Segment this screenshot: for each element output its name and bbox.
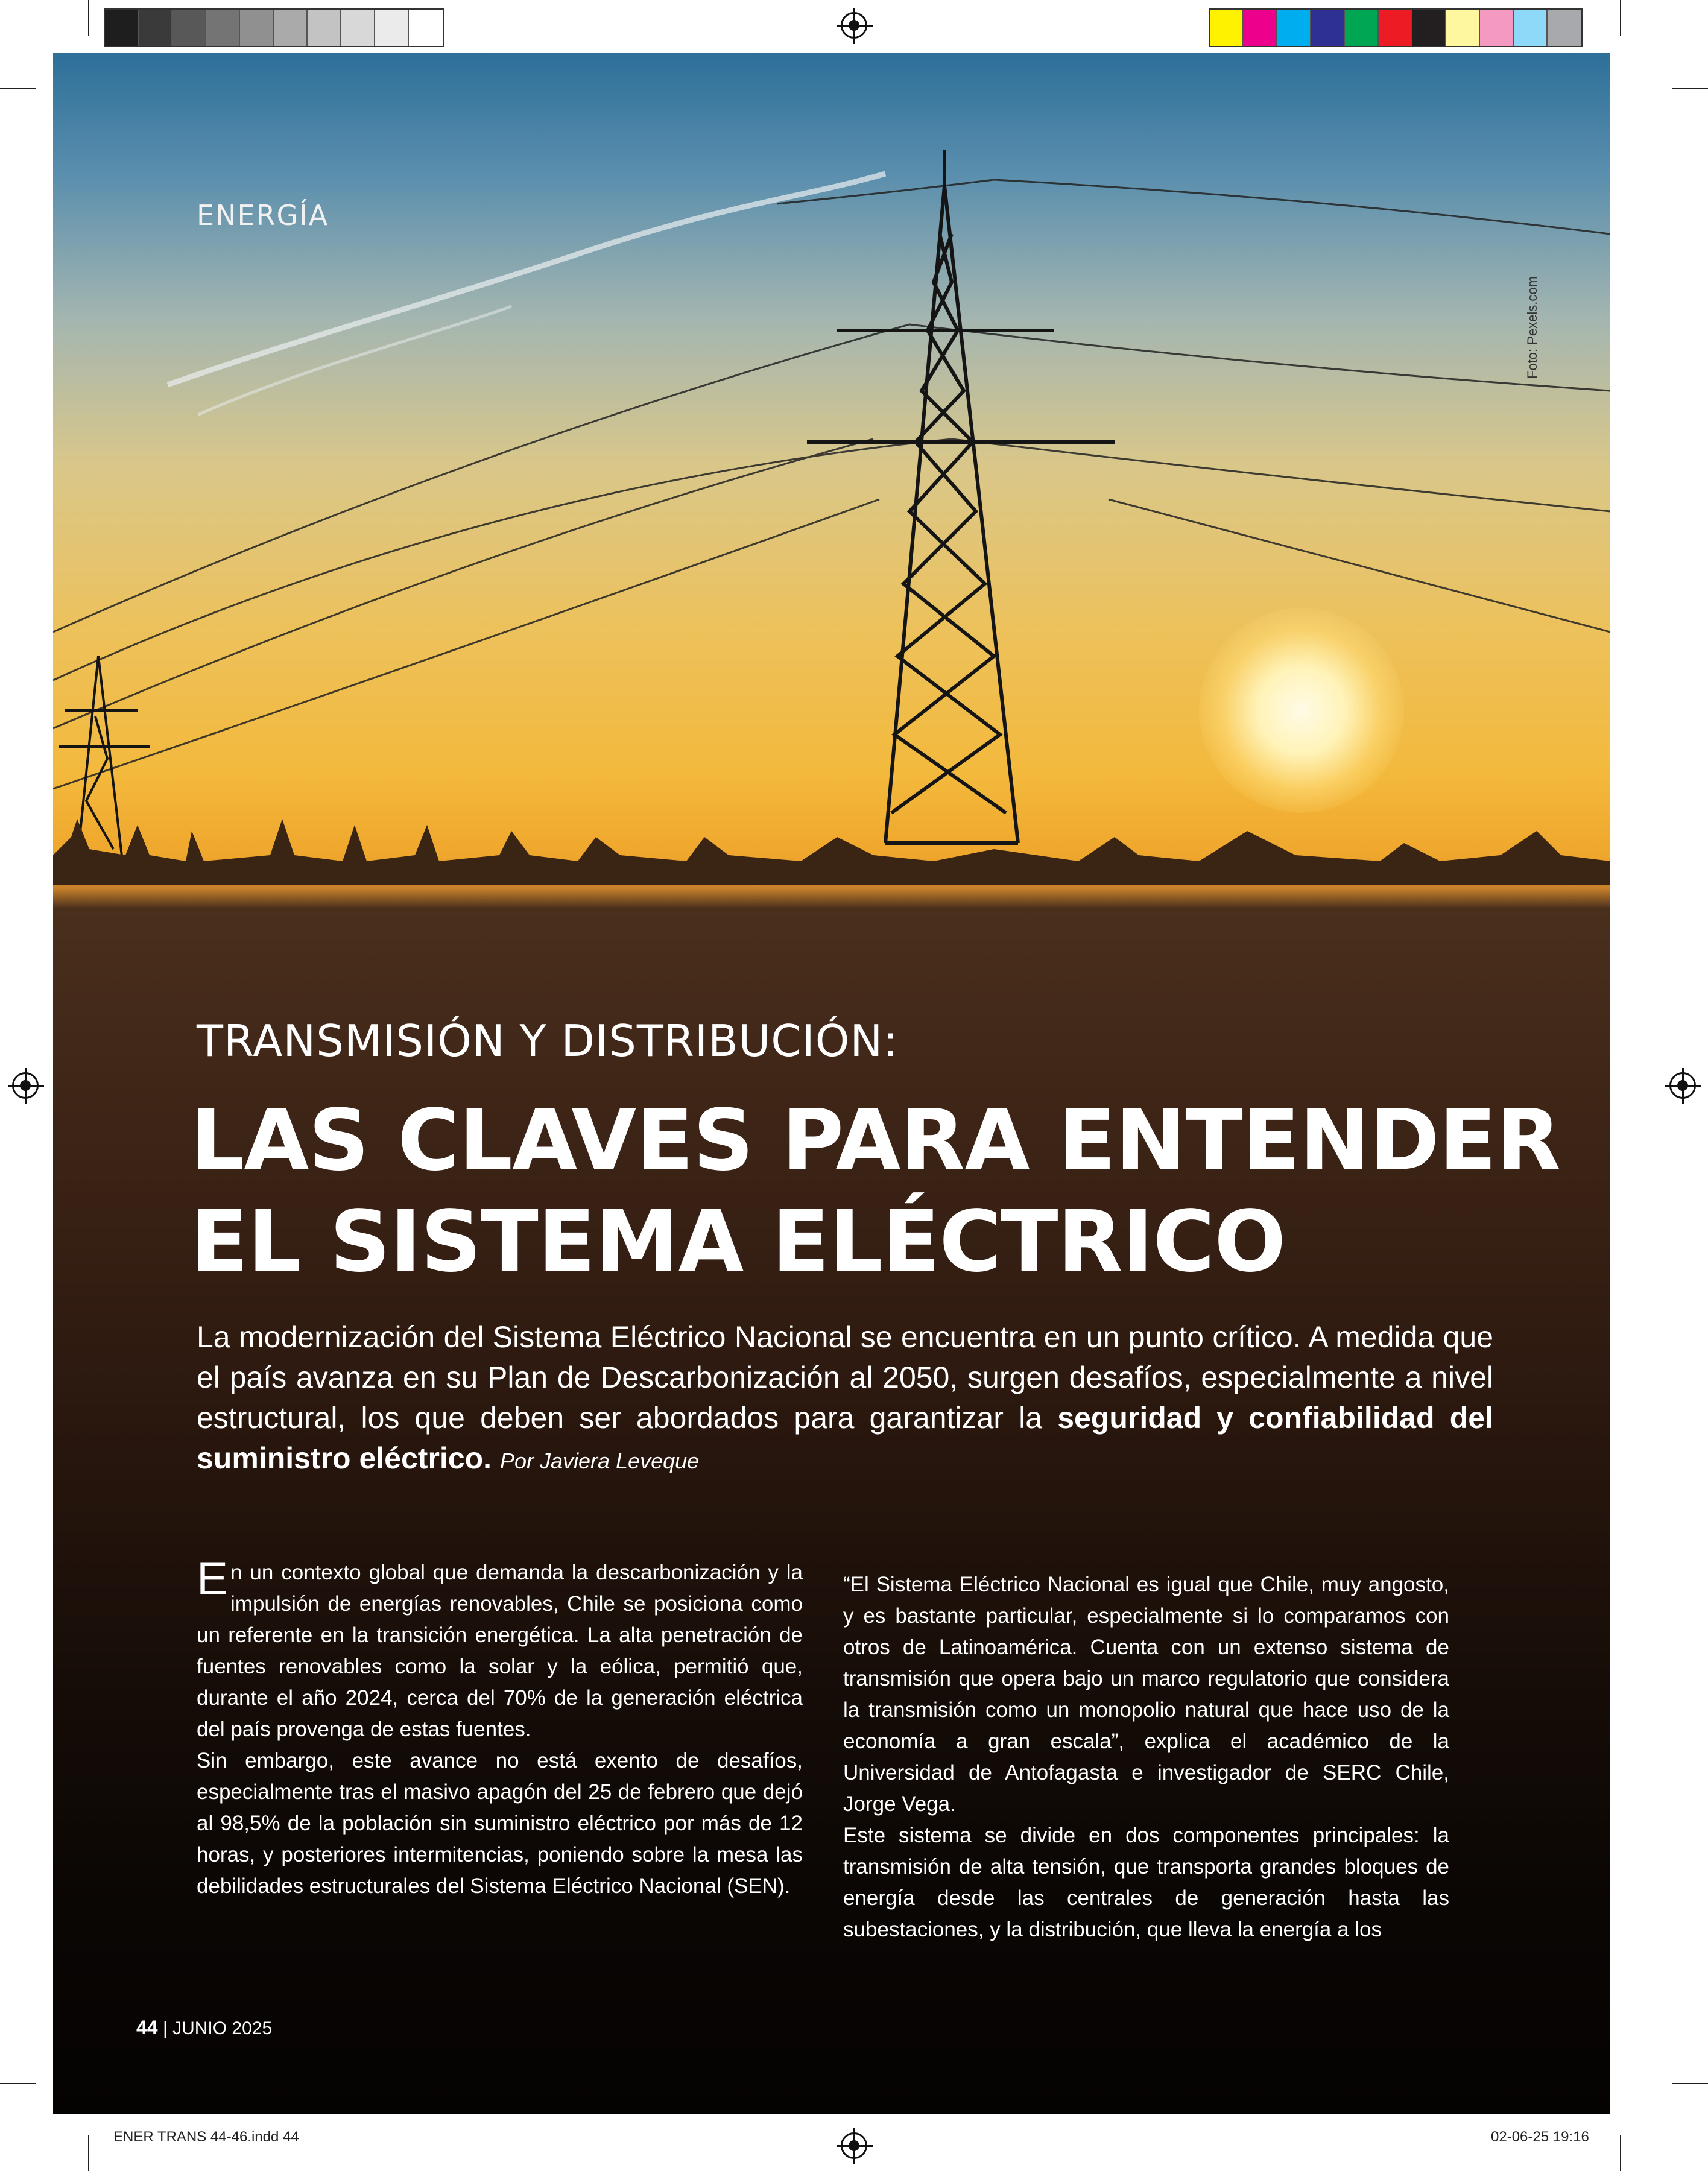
paragraph: “El Sistema Eléctrico Nacional es igual que Chile, muy angosto, y es bastante particular, especialmente si lo comparamos con otros de Latinoamérica. Cuenta con un extenso sistema de transmisión que opera bajo un marco regulatorio que considera la transmisión como un monopolio natural que hace uso de la economía a gran escala”, explica el académico de la Universidad de Antofagasta e investigador de SERC Chile, Jorge Vega. (843, 1573, 1449, 1816)
paragraph: Sin embargo, este avance no está exento de desafíos, especialmente tras el masivo apagón del 25 de febrero que dejó al 98,5% de la población sin suministro eléctrico por más de 12 horas, y posteriores intermitencias, poniendo sobre la mesa las debilidades estructurales del Sistema Eléctrico Nacional (SEN). (197, 1749, 803, 1898)
color-swatch (375, 10, 409, 46)
page-number: 44 (136, 2017, 158, 2038)
crop-mark (88, 2135, 89, 2171)
headline-line-1: LAS CLAVES PARA ENTENDER (191, 1092, 1561, 1190)
footer-separator: | (162, 2018, 168, 2038)
body-column-2 (843, 1569, 1449, 1945)
power-lines (53, 180, 1610, 789)
crop-mark (0, 88, 36, 89)
color-swatch (240, 10, 274, 46)
color-swatch (1379, 10, 1412, 46)
registration-mark-bottom (841, 2132, 867, 2159)
paragraph: Este sistema se divide en dos componentes principales: la transmisión de alta tensión, que transporta grandes bloques de energía desde las centrales de generación hasta las subestaciones, y la distribución, que lleva la energía a los (843, 1824, 1449, 1941)
drop-cap: E (197, 1552, 229, 1605)
color-swatch (308, 10, 341, 46)
issue-date: JUNIO 2025 (172, 2018, 273, 2038)
color-swatch (341, 10, 375, 46)
print-slug-timestamp: 02-06-25 19:16 (1491, 2129, 1589, 2145)
color-swatch (1446, 10, 1480, 46)
body-column-1 (197, 1552, 803, 1902)
color-swatch (1345, 10, 1379, 46)
headline-line-2: EL SISTEMA ELÉCTRICO (191, 1193, 1286, 1291)
byline: Por Javiera Leveque (499, 1449, 700, 1473)
section-label: ENERGÍA (197, 199, 329, 232)
page-footer (136, 2017, 272, 2039)
color-swatch (206, 10, 240, 46)
crop-mark (1620, 2135, 1621, 2171)
crop-mark (0, 2083, 36, 2084)
color-swatch (1480, 10, 1514, 46)
registration-mark-right (1669, 1072, 1696, 1099)
headline (191, 1090, 1560, 1293)
lead-bold-text: seguridad y confiabilidad del suministro eléctrico. (197, 1401, 1493, 1475)
color-swatch (1277, 10, 1311, 46)
registration-mark-top (841, 12, 867, 39)
crop-mark (1672, 88, 1708, 89)
process-color-bar (1209, 8, 1583, 47)
color-swatch (105, 10, 139, 46)
color-swatch (409, 10, 443, 46)
photo-credit: Foto: Pexels.com (1525, 276, 1540, 379)
crop-mark (1672, 2083, 1708, 2084)
grayscale-color-bar (104, 8, 444, 47)
color-swatch (1548, 10, 1581, 46)
transmission-tower (807, 150, 1115, 843)
print-slug-filename: ENER TRANS 44-46.indd 44 (113, 2129, 299, 2145)
crop-mark (1620, 0, 1621, 36)
color-swatch (274, 10, 308, 46)
lead-text: La modernización del Sistema Eléctrico Nacional se encuentra en un punto crítico. A medida que el país avanza en su Plan de Descarbonización al 2050, surgen desafíos, especialmente a nivel estructural, los que deben ser abordados para garantizar la (197, 1320, 1493, 1435)
color-swatch (1244, 10, 1277, 46)
lead-paragraph (197, 1317, 1493, 1481)
color-swatch (139, 10, 172, 46)
color-swatch (1412, 10, 1446, 46)
treeline-silhouette (53, 819, 1610, 885)
color-swatch (1311, 10, 1345, 46)
registration-mark-left (12, 1072, 39, 1099)
paragraph (197, 1552, 803, 1745)
crop-mark (88, 0, 89, 36)
color-swatch (1210, 10, 1244, 46)
paragraph-text: n un contexto global que demanda la descarbonización y la impulsión de energías renovables, Chile se posiciona como un referente en la transición energética. La alta penetración de fuentes renovables como la solar y la eólica, permitió que, durante el año 2024, cerca del 70% de la generación eléctrica del país provenga de estas fuentes. (197, 1561, 803, 1741)
kicker-heading: TRANSMISIÓN Y DISTRIBUCIÓN: (197, 1016, 899, 1066)
color-swatch (1514, 10, 1548, 46)
color-swatch (172, 10, 206, 46)
